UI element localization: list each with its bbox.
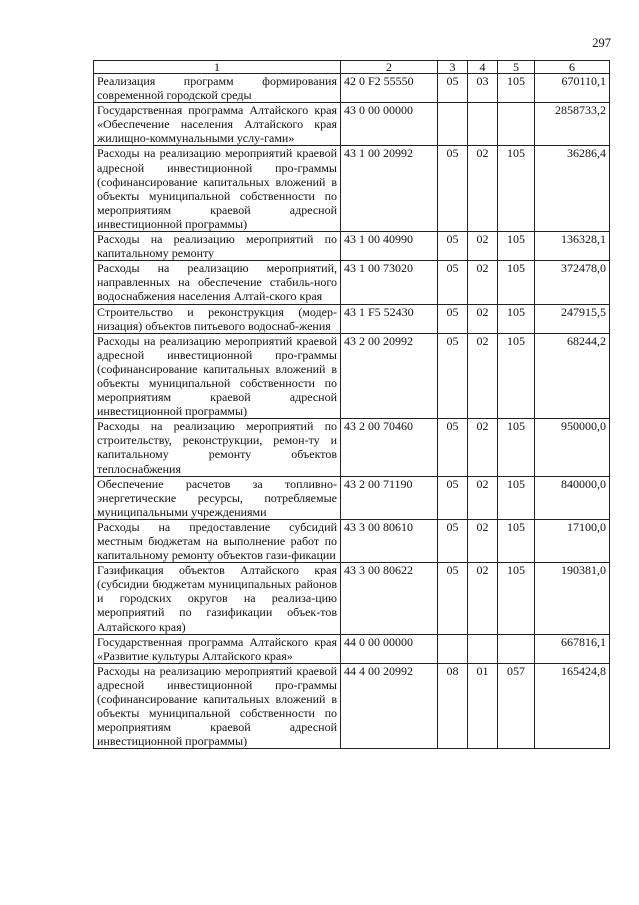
header-col-2: 2	[341, 61, 438, 74]
row-code-cell: 44 4 00 20992	[341, 663, 438, 749]
row-code-cell: 43 1 00 73020	[341, 261, 438, 304]
row-name-cell: Обеспечение расчетов за топливно-энергетические ресурсы, потребляемые муниципальными учреждениями	[94, 476, 341, 519]
row-code-cell: 42 0 F2 55550	[341, 74, 438, 103]
row-subsection-cell: 02	[468, 333, 498, 419]
table-row	[94, 261, 610, 304]
row-section-cell: 08	[438, 663, 468, 749]
row-subsection-cell: 03	[468, 74, 498, 103]
header-col-6: 6	[535, 61, 610, 74]
header-col-4: 4	[468, 61, 498, 74]
row-type-cell: 105	[498, 419, 535, 476]
row-code-cell: 43 1 00 20992	[341, 146, 438, 232]
row-type-cell: 105	[498, 146, 535, 232]
row-section-cell: 05	[438, 476, 468, 519]
page-number: 297	[592, 36, 611, 50]
row-code-cell: 43 1 F5 52430	[341, 304, 438, 333]
table-row	[94, 304, 610, 333]
row-name-cell: Строительство и реконструкция (модер-низация) объектов питьевого водоснаб-жения	[94, 304, 341, 333]
header-col-5: 5	[498, 61, 535, 74]
row-section-cell	[438, 103, 468, 146]
table-row	[94, 333, 610, 419]
row-subsection-cell: 02	[468, 304, 498, 333]
row-amount-cell: 190381,0	[535, 563, 610, 634]
row-code-cell: 43 2 00 71190	[341, 476, 438, 519]
row-code-cell: 43 2 00 70460	[341, 419, 438, 476]
table-row	[94, 519, 610, 562]
row-code-cell: 43 0 00 00000	[341, 103, 438, 146]
row-subsection-cell: 01	[468, 663, 498, 749]
row-name-cell: Расходы на реализацию мероприятий краевой адресной инвестиционной про-граммы (софинансирование капитальных вложений в объекты муниципальной собственности по мероприятиям краевой адресной инвестиционной программы)	[94, 663, 341, 749]
row-section-cell: 05	[438, 333, 468, 419]
row-subsection-cell: 02	[468, 146, 498, 232]
table-row	[94, 146, 610, 232]
row-type-cell	[498, 634, 535, 663]
table-header	[94, 61, 610, 74]
table-row	[94, 74, 610, 103]
row-name-cell: Расходы на реализацию мероприятий по капитальному ремонту	[94, 232, 341, 261]
row-code-cell: 43 1 00 40990	[341, 232, 438, 261]
row-subsection-cell: 02	[468, 563, 498, 634]
row-type-cell: 105	[498, 476, 535, 519]
row-amount-cell: 68244,2	[535, 333, 610, 419]
row-section-cell	[438, 634, 468, 663]
row-section-cell: 05	[438, 563, 468, 634]
row-section-cell: 05	[438, 519, 468, 562]
table-row	[94, 419, 610, 476]
header-col-1: 1	[94, 61, 341, 74]
row-amount-cell: 372478,0	[535, 261, 610, 304]
budget-table	[93, 60, 610, 749]
row-code-cell: 44 0 00 00000	[341, 634, 438, 663]
table-row	[94, 476, 610, 519]
row-amount-cell: 247915,5	[535, 304, 610, 333]
row-amount-cell: 950000,0	[535, 419, 610, 476]
row-name-cell: Реализация программ формирования современной городской среды	[94, 74, 341, 103]
row-subsection-cell: 02	[468, 419, 498, 476]
row-section-cell: 05	[438, 74, 468, 103]
table-row	[94, 232, 610, 261]
row-amount-cell: 17100,0	[535, 519, 610, 562]
table-body	[94, 74, 610, 749]
row-name-cell: Расходы на реализацию мероприятий краевой адресной инвестиционной про-граммы (софинансирование капитальных вложений в объекты муниципальной собственности по мероприятиям краевой адресной инвестиционной программы)	[94, 333, 341, 419]
row-name-cell: Государственная программа Алтайского края «Развитие культуры Алтайского края»	[94, 634, 341, 663]
row-section-cell: 05	[438, 261, 468, 304]
row-subsection-cell: 02	[468, 519, 498, 562]
table-row	[94, 103, 610, 146]
row-amount-cell: 840000,0	[535, 476, 610, 519]
table-row	[94, 634, 610, 663]
row-subsection-cell: 02	[468, 476, 498, 519]
row-type-cell: 105	[498, 261, 535, 304]
row-subsection-cell	[468, 103, 498, 146]
row-amount-cell: 165424,8	[535, 663, 610, 749]
row-subsection-cell	[468, 634, 498, 663]
row-section-cell: 05	[438, 232, 468, 261]
row-name-cell: Газификация объектов Алтайского края (субсидии бюджетам муниципальных районов и городских округов на реализа-цию мероприятий по газификации объек-тов Алтайского края)	[94, 563, 341, 634]
row-name-cell: Расходы на реализацию мероприятий, направленных на обеспечение стабиль-ного водоснабжения населения Алтай-ского края	[94, 261, 341, 304]
row-amount-cell: 667816,1	[535, 634, 610, 663]
header-col-3: 3	[438, 61, 468, 74]
row-name-cell: Расходы на предоставление субсидий местным бюджетам на выполнение работ по капитальному ремонту объектов гази-фикации	[94, 519, 341, 562]
row-name-cell: Расходы на реализацию мероприятий по строительству, реконструкции, ремон-ту и капитальному ремонту объектов теплоснабжения	[94, 419, 341, 476]
row-type-cell: 105	[498, 232, 535, 261]
row-code-cell: 43 3 00 80610	[341, 519, 438, 562]
row-type-cell: 105	[498, 74, 535, 103]
row-subsection-cell: 02	[468, 232, 498, 261]
row-code-cell: 43 2 00 20992	[341, 333, 438, 419]
row-amount-cell: 36286,4	[535, 146, 610, 232]
row-section-cell: 05	[438, 304, 468, 333]
row-amount-cell: 2858733,2	[535, 103, 610, 146]
row-section-cell: 05	[438, 419, 468, 476]
row-name-cell: Расходы на реализацию мероприятий краевой адресной инвестиционной про-граммы (софинансирование капитальных вложений в объекты муниципальной собственности по мероприятиям краевой адресной инвестиционной программы)	[94, 146, 341, 232]
row-type-cell	[498, 103, 535, 146]
row-section-cell: 05	[438, 146, 468, 232]
row-amount-cell: 136328,1	[535, 232, 610, 261]
row-amount-cell: 670110,1	[535, 74, 610, 103]
row-type-cell: 105	[498, 519, 535, 562]
row-type-cell: 105	[498, 304, 535, 333]
row-subsection-cell: 02	[468, 261, 498, 304]
header-row	[94, 61, 610, 74]
table-row	[94, 663, 610, 749]
table-row	[94, 563, 610, 634]
row-name-cell: Государственная программа Алтайского края «Обеспечение населения Алтайского края жилищно-коммунальными услу-гами»	[94, 103, 341, 146]
row-type-cell: 105	[498, 563, 535, 634]
row-type-cell: 105	[498, 333, 535, 419]
row-code-cell: 43 3 00 80622	[341, 563, 438, 634]
row-type-cell: 057	[498, 663, 535, 749]
